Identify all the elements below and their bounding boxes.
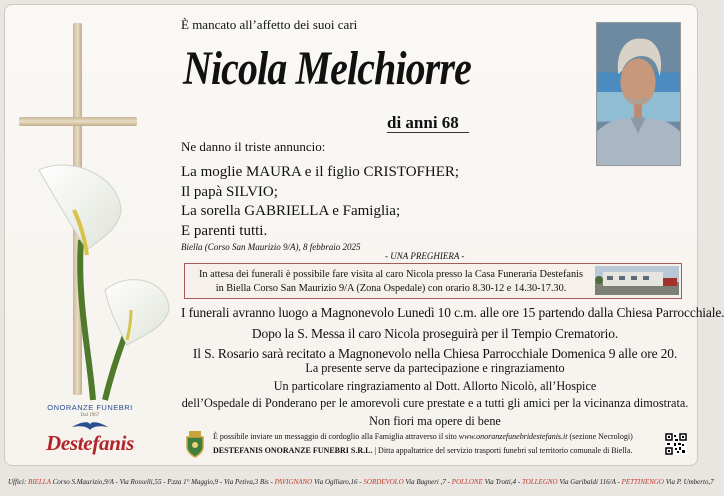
office-address: Via Oglliaro,16 - <box>314 478 362 486</box>
funeral-line: Il S. Rosario sarà recitato a Magnonevolo nella Chiesa Parrocchiale Domenica 9 alle ore 20. <box>192 346 678 361</box>
office-town: POLLONE <box>451 478 483 486</box>
family-line: Il papà SILVIO; <box>181 183 278 200</box>
office-address: Corso S.Maurizio,9/A - Via Rosselli,55 - P.zza 1° Maggio,9 - Via Petiva,3 Bis - <box>52 478 273 486</box>
office-town: TOLLEGNO <box>521 478 558 486</box>
family-line: La moglie MAURA e il figlio CRISTOFHER; <box>181 164 460 180</box>
logo-arc-text: ONORANZE FUNEBRI <box>47 403 133 412</box>
thanks-line: dell’Ospedale di Ponderano per le amorevoli cure prestate e a tutti gli amici per la vicinanza dimostrata. <box>181 396 689 411</box>
thanks-line: La presente serve da partecipazione e ringraziamento <box>305 361 565 375</box>
family-line: La sorella GABRIELLA e Famiglia; <box>181 203 401 219</box>
office-town: PETTINENGO <box>621 478 664 486</box>
funeral-line: I funerali avranno luogo a Magnonevolo Lunedì 10 c.m. alle ore 15 partendo dalla Chiesa Parrocchiale. <box>181 305 724 320</box>
funeral-home-photo <box>595 266 679 295</box>
visit-line: in Biella Corso San Maurizio 9/A (Zona Ospedale) con orario 8.30-12 e 14.30-17.30. <box>215 283 567 294</box>
contact-info <box>181 429 691 461</box>
website-link[interactable]: www.onoranzefunebridestefanis.it <box>458 432 568 441</box>
destefanis-logo <box>15 403 165 463</box>
company-name: DESTEFANIS ONORANZE FUNEBRI S.R.L. <box>213 446 373 455</box>
place-date: Biella (Corso San Maurizio 9/A), 8 febbraio 2025 <box>181 242 361 252</box>
intro-text: È mancato all’affetto dei suoi cari <box>181 17 358 32</box>
prayer-heading: - UNA PREGHIERA - <box>385 251 465 261</box>
condolence-text: È possibile inviare un messaggio di cordoglio alla Famiglia attraverso il sito <box>213 432 457 441</box>
office-address: Via Trotti,4 - <box>484 478 521 486</box>
visit-info-text <box>191 268 591 296</box>
footer-offices <box>0 472 714 492</box>
calla-lilies-icon <box>19 150 179 400</box>
logo-name: Destefanis <box>46 431 134 455</box>
office-town: SORDEVOLO <box>363 478 404 486</box>
office-address: Via P. Umberto,7 <box>665 478 714 486</box>
portrait-photo <box>596 22 681 166</box>
office-address: Via Garibaldi 116/A - <box>559 478 620 486</box>
qr-code-icon[interactable] <box>665 433 687 455</box>
family-line: E parenti tutti. <box>181 222 268 239</box>
logo-since: Dal 1967 <box>80 413 100 418</box>
thanks-line: Non fiori ma opere di bene <box>369 413 501 428</box>
visit-info-box <box>184 263 682 299</box>
footer-label: Uffici: <box>8 478 27 486</box>
visit-line: In attesa dei funerali è possibile fare visita al caro Nicola presso la Casa Funeraria Destefanis <box>199 269 583 280</box>
office-address: Via Bagneri ,7 - <box>405 478 450 486</box>
condolence-line <box>213 432 633 441</box>
announcement-line: Ne danno il triste annuncio: <box>181 139 326 154</box>
company-line <box>213 446 632 455</box>
funeral-details <box>181 303 724 365</box>
thanks-section <box>181 360 689 430</box>
coat-of-arms-icon <box>183 429 207 459</box>
family-list <box>181 163 459 241</box>
age-underline <box>387 132 469 133</box>
office-town: BIELLA <box>28 478 51 486</box>
age: di anni 68 <box>387 113 459 132</box>
funeral-line: Dopo la S. Messa il caro Nicola proseguirà per il Tempio Crematorio. <box>251 325 619 341</box>
condolence-suffix: (sezione Necrologi) <box>569 432 633 441</box>
company-description: | Ditta appaltatrice del servizio trasporti funebri sul territorio comunale di Biella. <box>374 446 633 455</box>
dove-icon <box>70 419 110 431</box>
cross-lily-artwork <box>5 5 183 467</box>
office-town: PAVIGNANO <box>274 478 313 486</box>
obituary-card <box>4 4 724 466</box>
thanks-line: Un particolare ringraziamento al Dott. Allorto Nicolò, all’Hospice <box>273 378 597 393</box>
deceased-name: Nicola Melchiorre <box>183 42 471 95</box>
cross-horizontal-beam <box>19 117 137 126</box>
